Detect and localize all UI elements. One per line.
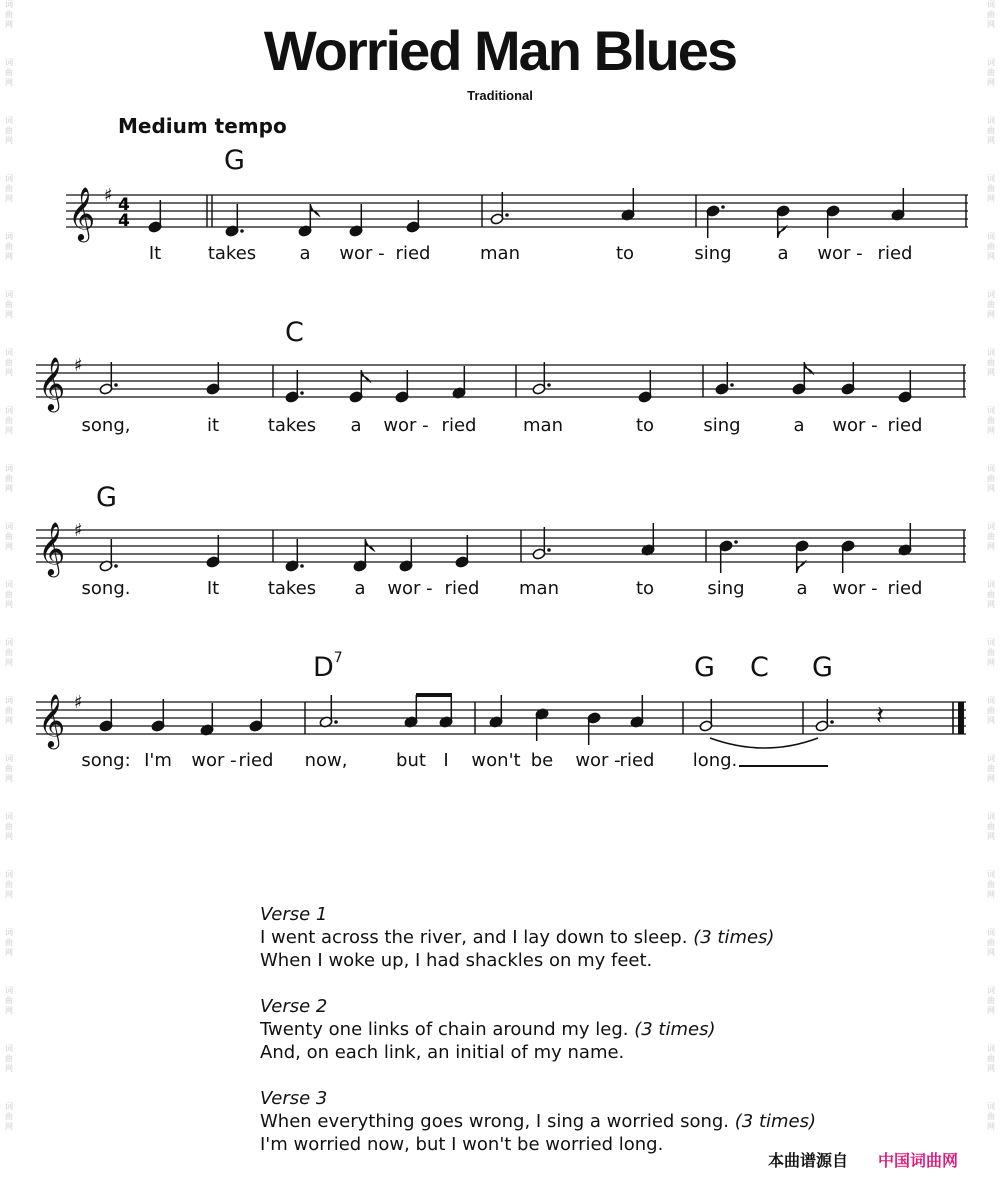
augmentation-dot [114,564,118,568]
chord-symbol: G [96,482,117,513]
lyric-syllable: a [354,578,366,599]
lyric-syllable: long. [692,750,738,771]
watermark-text: 词 曲 网 [5,754,13,783]
watermark-text: 词 曲 网 [5,348,13,377]
note-flag [797,561,806,573]
treble-clef: 𝄞 [68,186,96,240]
tie [710,738,818,748]
augmentation-dot [334,720,338,724]
lyric-syllable: wor - [191,750,237,771]
watermark-text: 词 曲 网 [5,174,13,203]
augmentation-dot [300,391,304,395]
lyric-syllable: ried [877,243,913,264]
beam [416,693,452,697]
verse-line [260,926,816,949]
verse-line: And, on each link, an initial of my name. [260,1042,625,1063]
music-staff-system-1 [0,170,1000,250]
lyric-syllable: I'm [144,750,172,771]
chord-extension: 7 [333,650,343,666]
augmentation-dot [730,383,734,387]
treble-clef: 𝄞 [38,693,66,747]
watermark-text: 词 曲 网 [5,986,13,1015]
lyric-syllable: ried [441,415,477,436]
treble-clef: 𝄞 [38,521,66,575]
watermark-text: 词 曲 网 [987,58,995,87]
watermark-text: 词 曲 网 [987,406,995,435]
augmentation-dot [830,720,834,724]
lyric-syllable: ried [887,415,923,436]
quarter-rest: 𝄽 [876,701,884,731]
lyric-syllable: ried [887,578,923,599]
verse [260,1087,816,1156]
verse-line [260,1018,816,1041]
music-staff-system-2 [0,340,1000,420]
lyric-syllable: song, [81,415,131,436]
lyric-syllable: but [396,750,426,771]
lyric-syllable: wor - [832,415,878,436]
note-flag [361,370,370,382]
source-site-link[interactable]: 中国词曲网 [878,1151,959,1170]
watermark-text: 词 曲 网 [5,696,13,725]
watermark-text: 词 曲 网 [5,870,13,899]
watermark-text: 词 曲 网 [987,928,995,957]
lyric-syllable: ried [444,578,480,599]
verse-line: I'm worried now, but I won't be worried long. [260,1134,664,1155]
lyric-syllable: man [523,415,563,436]
watermark-text: 词 曲 网 [987,754,995,783]
chord-symbol: G [812,652,833,683]
lyric-syllable: now, [304,750,348,771]
lyric-syllable: wor - [383,415,429,436]
chord-root: D [313,652,334,683]
chord-symbol: C [750,652,769,683]
lyric-syllable: takes [267,578,317,599]
lyric-syllable: be [530,750,554,771]
watermark-text: 词 曲 网 [5,928,13,957]
note-flag [310,204,319,216]
watermark-text: 词 曲 网 [987,116,995,145]
chord-symbol: G [694,652,715,683]
watermark-text: 词 曲 网 [5,406,13,435]
lyric-syllable: won't [471,750,521,771]
note-flag [365,539,374,551]
repeat-note: (3 times) [634,1019,716,1040]
music-staff-system-3 [0,505,1000,585]
lyric-syllable: It [148,243,162,264]
watermark-text: 词 曲 网 [987,0,995,29]
lyric-syllable: wor - [817,243,863,264]
augmentation-dot [734,540,738,544]
key-signature-sharp: ♯ [74,520,83,541]
source-label: 本曲谱源自 [768,1151,849,1170]
watermark-text: 词 曲 网 [987,696,995,725]
repeat-note: (3 times) [734,1111,817,1132]
lyric-syllable: it [206,415,220,436]
lyric-syllable: wor - [832,578,878,599]
lyric-syllable: a [796,578,808,599]
augmentation-dot [547,548,551,552]
lyric-syllable: a [299,243,311,264]
key-signature-sharp: ♯ [104,185,113,206]
watermark-text: 词 曲 网 [5,522,13,551]
lyric-syllable: ried [238,750,274,771]
verse-line: When I woke up, I had shackles on my feet. [260,950,653,971]
watermark-text: 词 曲 网 [5,1102,13,1131]
augmentation-dot [114,383,118,387]
lyric-syllable: I [443,750,449,771]
chord-symbol: G [224,145,245,176]
verse-text: I went across the river, and I lay down to sleep. [260,927,688,948]
verse [260,995,816,1064]
lyric-syllable: a [350,415,362,436]
watermark-text: 词 曲 网 [5,290,13,319]
watermark-text: 词 曲 网 [5,638,13,667]
treble-clef: 𝄞 [38,356,66,410]
verse-text: Twenty one links of chain around my leg. [260,1019,629,1040]
watermark-text: 词 曲 网 [5,812,13,841]
time-signature-top: 4 [118,195,130,215]
lyric-syllable: to [635,415,655,436]
lyric-syllable: wor - [387,578,433,599]
watermark-text: 词 曲 网 [987,348,995,377]
lyric-syllable: ried [395,243,431,264]
lyric-syllable: song: [81,750,131,771]
augmentation-dot [300,564,304,568]
lyric-syllable: takes [207,243,257,264]
watermark-text: 词 曲 网 [987,1102,995,1131]
song-title: Worried Man Blues [263,19,737,82]
lyric-syllable: a [777,243,789,264]
watermark-text: 词 曲 网 [5,0,13,29]
watermark-text: 词 曲 网 [5,58,13,87]
lyric-syllable: to [635,578,655,599]
watermark-text: 词 曲 网 [987,580,995,609]
watermark-text: 词 曲 网 [987,464,995,493]
tempo-marking: Medium tempo [118,114,287,138]
watermark-text: 词 曲 网 [987,232,995,261]
key-signature-sharp: ♯ [74,692,83,713]
lyric-syllable: ried [619,750,655,771]
watermark-text: 词 曲 网 [5,580,13,609]
lyric-syllable: sing [703,415,741,436]
lyric-syllable: sing [707,578,745,599]
verse-heading: Verse 1 [260,904,328,925]
augmentation-dot [547,383,551,387]
verse [260,903,816,972]
lyric-syllable: It [206,578,220,599]
final-bar-line [958,702,964,734]
verse-text: When everything goes wrong, I sing a worried song. [260,1111,730,1132]
watermark-text: 词 曲 网 [987,522,995,551]
watermark-text: 词 曲 网 [5,116,13,145]
watermark-text: 词 曲 网 [987,870,995,899]
lyric-syllable: to [615,243,635,264]
watermark-text: 词 曲 网 [5,232,13,261]
repeat-note: (3 times) [693,927,775,948]
note-flag [804,362,813,374]
key-signature-sharp: ♯ [74,355,83,376]
watermark-text: 词 曲 网 [5,464,13,493]
lyric-syllable: song. [81,578,131,599]
verse-heading: Verse 2 [260,996,328,1017]
music-staff-system-4 [0,677,1000,757]
watermark-text: 词 曲 网 [987,174,995,203]
verses-block [260,903,816,1179]
lyric-syllable: wor - [575,750,621,771]
watermark-text: 词 曲 网 [987,638,995,667]
lyric-syllable: man [480,243,520,264]
chord-symbol: C [285,317,304,348]
augmentation-dot [240,229,244,233]
watermark-text: 词 曲 网 [987,986,995,1015]
verse-heading: Verse 3 [260,1088,328,1109]
note-flag [778,226,787,238]
watermark-text: 词 曲 网 [5,1044,13,1073]
lyric-extender-line [739,765,828,767]
time-signature-bottom: 4 [118,211,130,231]
lyric-syllable: a [793,415,805,436]
watermark-text: 词 曲 网 [987,1044,995,1073]
watermark-text: 词 曲 网 [987,812,995,841]
lyric-syllable: takes [267,415,317,436]
composer-credit: Traditional [467,88,533,103]
lyric-syllable: wor - [339,243,385,264]
lyric-syllable: man [519,578,559,599]
watermark-text: 词 曲 网 [987,290,995,319]
lyric-syllable: sing [694,243,732,264]
augmentation-dot [505,213,509,217]
augmentation-dot [721,205,725,209]
verse-line [260,1110,816,1133]
